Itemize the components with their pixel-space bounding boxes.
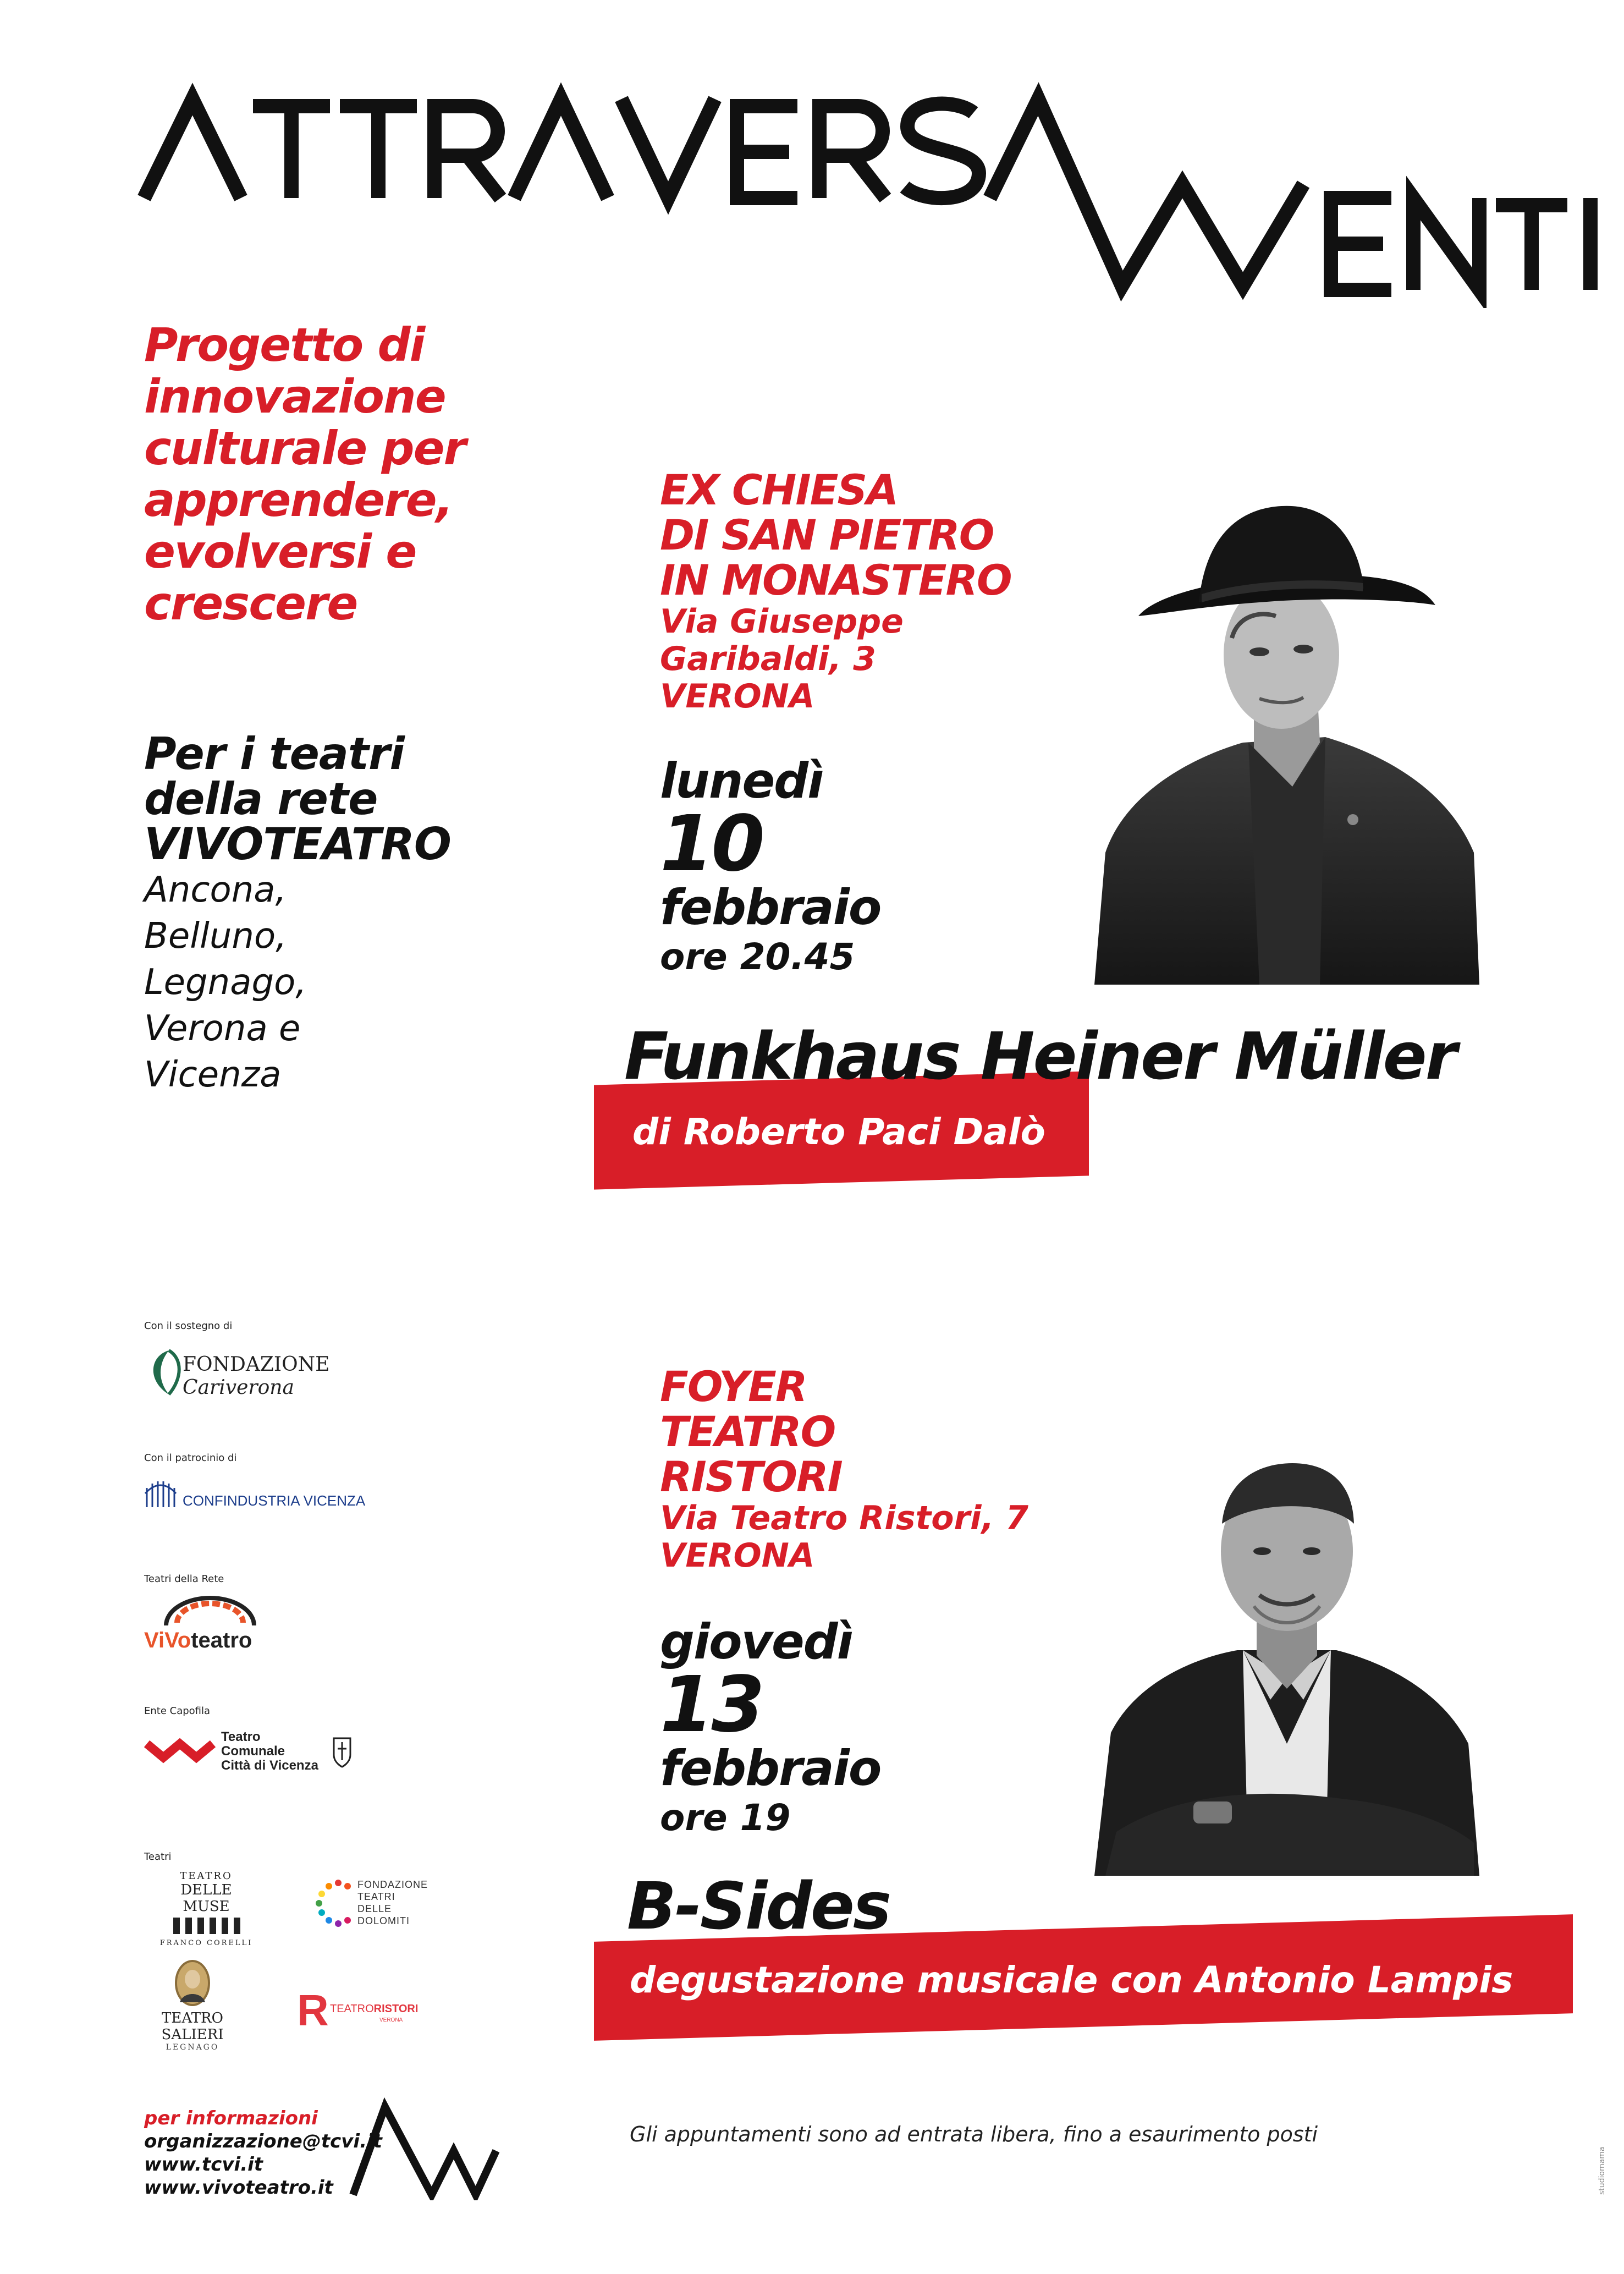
network-city: Ancona, xyxy=(144,870,287,910)
event-date-number: 10 xyxy=(660,799,763,889)
dolomiti-line: DELLE xyxy=(357,1903,392,1914)
salieri-name: TEATRO SALIERI xyxy=(161,2010,224,2043)
dolomiti-dots-icon xyxy=(313,1878,357,1928)
event-2-venue xyxy=(660,1364,1028,1574)
fondazione-cariverona-logo xyxy=(144,1348,353,1403)
event-time: ore 20.45 xyxy=(660,936,855,978)
event-2-date xyxy=(660,1614,880,1840)
tcvi-line: Comunale xyxy=(221,1744,285,1759)
ristori-r-icon: R xyxy=(297,1986,329,2035)
dolomiti-line: DOLOMITI xyxy=(357,1915,410,1926)
venue-address: Garibaldi, 3 xyxy=(660,640,876,678)
fondazione-line1: FONDAZIONE xyxy=(183,1353,330,1376)
event-day: giovedì xyxy=(660,1613,852,1670)
tcvi-text xyxy=(221,1730,318,1773)
ristori-text xyxy=(330,2003,418,2015)
event-date-number: 13 xyxy=(660,1660,763,1750)
event-day: lunedì xyxy=(660,752,823,809)
confindustria-text: CONFINDUSTRIA VICENZA xyxy=(183,1492,366,1509)
info-label: per informazioni xyxy=(144,2107,318,2129)
event-1-title: Funkhaus Heiner Müller xyxy=(624,1018,1456,1094)
tcvi-line: Teatro xyxy=(221,1729,261,1744)
event-time: ore 19 xyxy=(660,1797,791,1839)
network-city: Vicenza xyxy=(144,1054,282,1095)
vivoteatro-arc-icon xyxy=(155,1595,265,1628)
intro-line: apprendere, xyxy=(144,473,453,527)
attraversamenti-logo xyxy=(0,0,1624,308)
ristori-part-a: TEATRO xyxy=(330,2003,374,2015)
vivoteatro-part-a: ViVo xyxy=(144,1628,191,1652)
designer-credit: studiomama xyxy=(1598,2146,1606,2195)
dolomiti-line: TEATRI xyxy=(357,1891,395,1902)
venue-name: TEATRO xyxy=(660,1407,835,1456)
support-label: Con il sostegno di xyxy=(144,1320,233,1332)
lead-label: Ente Capofila xyxy=(144,1705,211,1717)
intro-line: culturale per xyxy=(144,421,465,475)
network-heading: Per i teatri xyxy=(144,728,404,779)
event-2-subtitle: degustazione musicale con Antonio Lampis xyxy=(630,1959,1513,2001)
confindustria-emblem-icon xyxy=(144,1477,177,1510)
venue-name: RISTORI xyxy=(660,1452,842,1501)
intro-line: Progetto di xyxy=(144,318,425,372)
venue-name: IN MONASTERO xyxy=(660,556,1011,605)
event-1-subtitle: di Roberto Paci Dalò xyxy=(632,1111,1045,1153)
network-city: Verona e xyxy=(144,1008,301,1049)
intro-line: evolversi e xyxy=(144,525,416,579)
contact-website[interactable]: www.vivoteatro.it xyxy=(144,2177,333,2199)
salieri-portrait-icon xyxy=(173,1958,212,2008)
network-heading: della rete xyxy=(144,773,378,825)
am-monogram-logo xyxy=(346,2090,500,2200)
tcvi-zigzag-icon xyxy=(144,1733,216,1771)
event-1-date xyxy=(660,754,880,979)
portrait-image xyxy=(1094,479,1479,985)
event-2-title: B-Sides xyxy=(627,1868,890,1944)
ristori-part-b: RISTORI xyxy=(373,2003,419,2015)
teatro-delle-muse-logo xyxy=(159,1870,253,1947)
contact-email[interactable]: organizzazione@tcvi.it xyxy=(144,2130,382,2152)
vicenza-crest-icon xyxy=(331,1735,353,1768)
network-heading: VIVOTEATRO xyxy=(144,819,451,870)
network-city: Legnago, xyxy=(144,962,307,1003)
footer-note: Gli appuntamenti sono ad entrata libera, fino a esaurimento posti xyxy=(630,2122,1318,2146)
dolomiti-line: FONDAZIONE xyxy=(357,1879,428,1890)
venue-address: Via Giuseppe xyxy=(660,602,904,641)
event-1-photo xyxy=(1094,479,1479,985)
muse-line: FRANCO CORELLI xyxy=(159,1939,253,1947)
venue-address: VERONA xyxy=(660,1536,815,1575)
fondazione-line2: Cariverona xyxy=(183,1376,294,1399)
venue-address: VERONA xyxy=(660,677,815,716)
venue-name: EX CHIESA xyxy=(660,465,898,514)
teatri-dolomiti-logo xyxy=(313,1876,456,1936)
teatro-ristori-logo xyxy=(297,1986,462,2038)
vivoteatro-part-b: teatro xyxy=(191,1628,252,1652)
contact-website[interactable]: www.tcvi.it xyxy=(144,2154,263,2176)
event-1-venue xyxy=(660,465,1011,716)
vivoteatro-text xyxy=(144,1628,252,1653)
vivoteatro-logo xyxy=(144,1595,276,1656)
muse-line: DELLE MUSE xyxy=(180,1882,232,1915)
intro-line: innovazione xyxy=(144,370,445,424)
tcvi-logo xyxy=(144,1730,375,1779)
event-month: febbraio xyxy=(660,1740,881,1797)
event-month: febbraio xyxy=(660,879,881,936)
intro-line: crescere xyxy=(144,576,357,630)
venue-address: Via Teatro Ristori, 7 xyxy=(660,1499,1029,1537)
network-city: Belluno, xyxy=(144,916,287,957)
patronage-label: Con il patrocinio di xyxy=(144,1452,237,1464)
venue-name: DI SAN PIETRO xyxy=(660,510,994,559)
network-block xyxy=(144,728,451,1098)
salieri-city: LEGNAGO xyxy=(166,2043,219,2052)
event-2-photo xyxy=(1094,1392,1479,1876)
intro-block xyxy=(144,319,465,629)
muse-columns-icon xyxy=(168,1915,245,1937)
portrait-image xyxy=(1094,1392,1479,1876)
ristori-city: VERONA xyxy=(379,2017,403,2023)
network-label: Teatri della Rete xyxy=(144,1573,224,1585)
venue-name: FOYER xyxy=(660,1362,807,1411)
tcvi-line: Città di Vicenza xyxy=(221,1758,318,1773)
theaters-label: Teatri xyxy=(144,1851,172,1863)
muse-line: TEATRO xyxy=(180,1870,233,1882)
confindustria-logo xyxy=(144,1477,375,1515)
dolomiti-text xyxy=(357,1878,428,1927)
teatro-salieri-logo xyxy=(132,1958,253,2052)
